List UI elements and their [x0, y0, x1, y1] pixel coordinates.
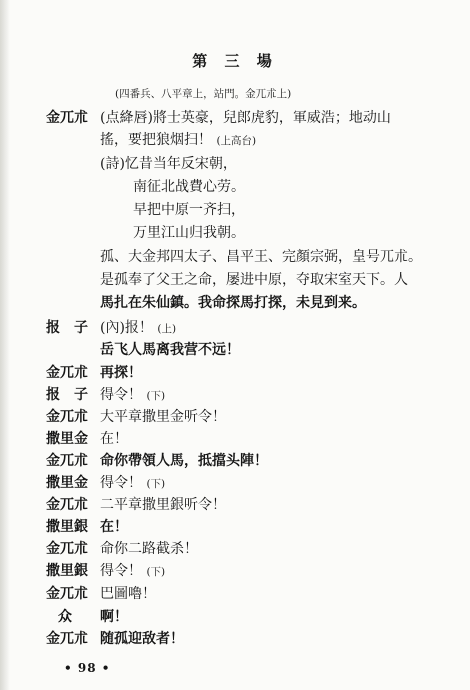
speaker-label: 金兀朮 [46, 110, 88, 126]
stage-direction-inline: (下) [146, 478, 166, 490]
dialogue-line: 在！ [100, 431, 128, 447]
dialogue-line: 命你二路截杀！ [100, 541, 198, 557]
dialogue-line: 再探！ [100, 365, 142, 381]
speaker-label: 金兀朮 [46, 453, 88, 469]
speaker-label: 金兀朮 [46, 541, 88, 557]
stage-direction-inline: (下) [146, 566, 166, 578]
stage-direction-inline: (上高台) [216, 135, 257, 147]
speaker-label: 撒里金 [46, 431, 88, 447]
poem-line: 早把中原一齐扫， [133, 202, 245, 218]
stage-direction-inline: (下) [146, 390, 166, 402]
speaker-label: 金兀朮 [46, 365, 88, 381]
dialogue-line: 是孤奉了父王之命，屡进中原，夺取宋室天下。人 [100, 272, 408, 288]
speaker-label: 众 [58, 609, 72, 625]
dialogue-text: 得令！ [100, 387, 142, 403]
speaker-label: 金兀朮 [46, 631, 88, 647]
dialogue-line: 二平章撒里銀听令！ [100, 497, 226, 513]
dialogue-line: 馬扎在朱仙鎮。我命探馬打探，未見到来。 [100, 295, 366, 311]
speaker-label: 金兀朮 [46, 497, 88, 513]
page-number: • 98 • [64, 661, 111, 675]
dialogue-line [100, 109, 391, 127]
scene-title: 第 三 場 [192, 52, 278, 70]
page-edge-shadow [0, 0, 10, 690]
dialogue-line: 在！ [100, 519, 128, 535]
poem-line: 南征北战費心劳。 [133, 179, 245, 195]
stage-direction: (四番兵、八平章上，站門。金兀朮上) [115, 88, 292, 100]
dialogue-line: 啊！ [100, 609, 128, 625]
speaker-label: 金兀朮 [46, 586, 88, 602]
dialogue-text: 搖，要把狼烟扫！ [100, 132, 212, 148]
dialogue-line [100, 562, 165, 581]
dialogue-line [100, 319, 176, 338]
dialogue-line: 巴圖嚕！ [100, 586, 156, 602]
speaker-label: 报 子 [46, 387, 88, 403]
dialogue-text: 得令！ [100, 563, 142, 579]
speaker-label: 撒里銀 [46, 563, 88, 579]
dialogue-line: 随孤迎敌者！ [100, 631, 184, 647]
stage-direction-inline: (上) [157, 323, 177, 335]
dialogue-line: 岳飞人馬离我营不远！ [100, 342, 240, 358]
speaker-label: 金兀朮 [46, 409, 88, 425]
dialogue-text: (內)报！ [100, 320, 153, 336]
dialogue-line [100, 131, 256, 150]
speaker-label: 报 子 [46, 320, 88, 336]
poem-intro: (詩)忆昔当年反宋朝， [100, 156, 237, 172]
speaker-label: 撒里金 [46, 475, 88, 491]
dialogue-line [100, 386, 165, 405]
dialogue-line: 孤、大金邦四太子、昌平王、完顏宗弼，皇号兀朮。 [100, 249, 422, 265]
dialogue-line [100, 474, 165, 493]
poem-line: 万里江山归我朝。 [133, 225, 245, 241]
dialogue-line: 大平章撒里金听令！ [100, 409, 226, 425]
speaker-label: 撒里銀 [46, 519, 88, 535]
dialogue-line: 命你帶領人馬，抵擋头陣！ [100, 453, 268, 469]
dialogue-text: (点絳唇)將士英豪，兒郎虎豹，軍威浩；地动山 [100, 110, 391, 126]
dialogue-text: 得令！ [100, 475, 142, 491]
